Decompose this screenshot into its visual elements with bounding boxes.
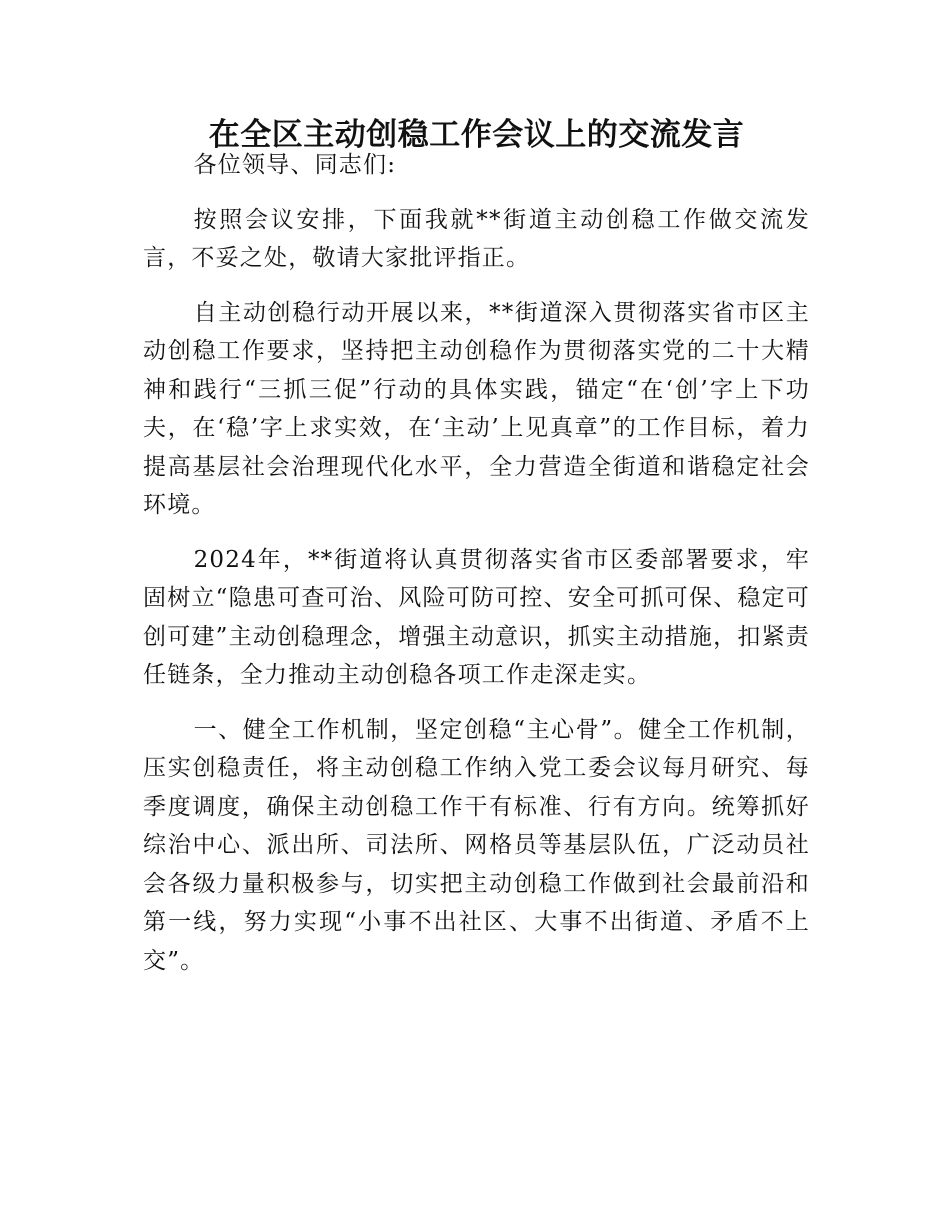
paragraph-section-one: 一、健全工作机制，坚定创稳“主心骨”。健全工作机制，压实创稳责任，将主动创稳工作纳入党工委会议每月研究、每季度调度，确保主动创稳工作干有标准、行有方向。统筹抓好综治中心、派出所、司法所、网格员等基层队伍，广泛动员社会各级力量积极参与，切实把主动创稳工作做到社会最前沿和第一线，努力实现“小事不出社区、大事不出街道、矛盾不上交”。	[143, 716, 810, 974]
paragraph-plan-2024: 2024年，**街道将认真贯彻落实省市区委部署要求，牢固树立“隐患可查可治、风险可防可控、安全可抓可保、稳定可创可建”主动创稳理念，增强主动意识，抓实主动措施，扣紧责任链条，全力推动主动创稳各项工作走深走实。	[143, 546, 810, 688]
document-title: 在全区主动创稳工作会议上的交流发言	[208, 117, 745, 153]
document-body	[143, 146, 810, 980]
greeting-line: 各位领导、同志们:	[193, 152, 397, 178]
paragraph-opening: 按照会议安排，下面我就**街道主动创稳工作做交流发言，不妥之处，敬请大家批评指正。	[143, 206, 810, 271]
paragraph-background: 自主动创稳行动开展以来，**街道深入贯彻落实省市区主动创稳工作要求，坚持把主动创稳作为贯彻落实党的二十大精神和践行“三抓三促”行动的具体实践，锚定“在‘创’字上下功夫，在‘稳’字上求实效，在‘主动’上见真章”的工作目标，着力提高基层社会治理现代化水平，全力营造全街道和谐稳定社会环境。	[143, 299, 810, 518]
